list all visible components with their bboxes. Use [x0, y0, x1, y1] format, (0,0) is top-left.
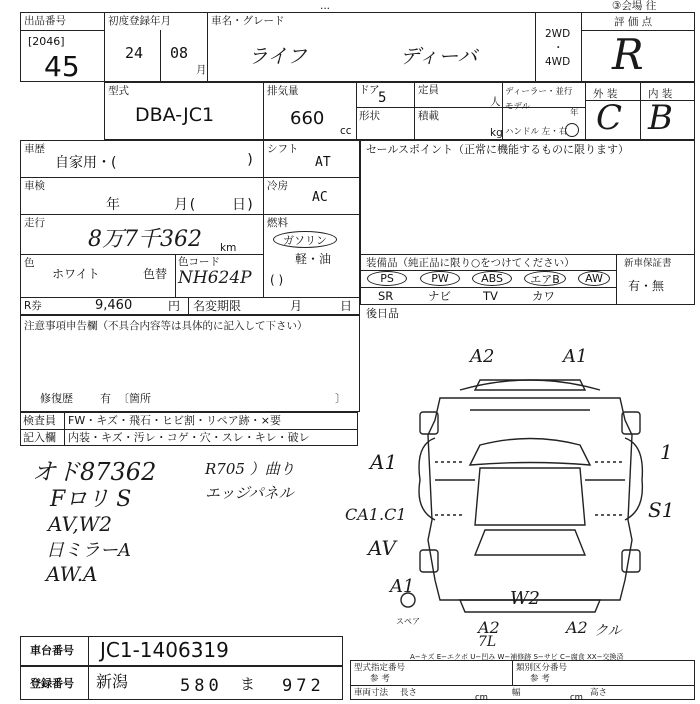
- dealer-label: ディーラー・並行: [505, 87, 573, 97]
- equipment-airbag: エアB: [524, 271, 566, 286]
- doors: 5: [378, 90, 387, 106]
- equipment-navi: ナビ: [428, 289, 451, 303]
- equipment-aw: AW: [578, 271, 610, 286]
- day-label2: 日: [340, 299, 353, 313]
- color: ホワイト: [52, 267, 100, 281]
- lot-number: 45: [44, 50, 80, 83]
- reg-month: 08: [170, 44, 189, 62]
- color-label: 色: [24, 257, 35, 269]
- cm-2: cm: [570, 693, 583, 703]
- model-code: DBA-JC1: [135, 104, 215, 126]
- cc-unit: cc: [340, 125, 352, 137]
- interior-grade: B: [648, 98, 673, 138]
- year-char: 年: [106, 197, 120, 213]
- door-label: ドア: [359, 84, 380, 96]
- width-label: 幅: [512, 688, 521, 698]
- hw-note-right1: R705 ）曲り: [205, 460, 295, 478]
- chassis-number: JC1-1406319: [100, 638, 229, 662]
- map-kuruma: クル: [594, 623, 622, 639]
- map-a1-left: A1: [370, 450, 398, 474]
- hw-line2: Fロリ S: [50, 487, 132, 512]
- exterior-label: 外 装: [593, 88, 618, 100]
- map-a2-bottom: A2: [478, 618, 500, 637]
- chassis-label: 車台番号: [30, 644, 74, 657]
- top-partial-text: ...: [320, 0, 331, 12]
- repair-label: 修復歴: [40, 392, 73, 405]
- damage-legend: A−キズ E−エクボ U−凹み W−補修跡 S−サビ C−腐食 XX−交換済: [410, 653, 624, 661]
- equipment-abs: ABS: [472, 271, 512, 286]
- writer-items: 内装・キズ・汚レ・コゲ・穴・スレ・キレ・破レ: [68, 431, 310, 444]
- person-unit: 人: [490, 96, 501, 108]
- height-label: 高さ: [590, 688, 608, 698]
- equipment-leather: カワ: [532, 289, 555, 303]
- reg-year: 24: [125, 44, 144, 62]
- km-unit: km: [220, 242, 237, 254]
- map-a1-top: A1: [563, 346, 588, 367]
- fuel-diesel: 軽・油: [295, 252, 332, 266]
- color-code: NH624P: [178, 268, 252, 288]
- ac-label: 冷房: [267, 180, 288, 192]
- exterior-grade: C: [596, 98, 623, 138]
- ownership-label: 名変期限: [193, 299, 242, 313]
- year-unit: 年: [570, 108, 579, 118]
- length-label: 長さ: [400, 688, 418, 698]
- drive-2wd: 2WD: [545, 28, 571, 40]
- model-label: 型式: [108, 85, 129, 97]
- repair-place: 〔箇所: [118, 392, 151, 405]
- equipment-ps: PS: [367, 271, 407, 286]
- kg-unit: kg: [490, 127, 503, 139]
- hw-line1: オド87362: [32, 458, 157, 486]
- map-s1: S1: [648, 498, 675, 522]
- month-label2: 月: [290, 299, 303, 313]
- venue-partial: ③会場 往: [612, 0, 657, 12]
- mileage: 8万7千362: [88, 227, 202, 252]
- plate-kana: ま: [240, 675, 256, 693]
- plate-number: 972: [282, 676, 325, 696]
- map-w2: W2: [510, 588, 540, 609]
- map-ca1c1: CA1.C1: [345, 505, 407, 524]
- handle-right-circle: [565, 123, 579, 137]
- usage: 自家用・(: [55, 155, 117, 171]
- spare-label: スペア: [396, 617, 420, 626]
- name-grade-label: 車名・グレード: [211, 15, 285, 27]
- month-char: 月(: [174, 197, 197, 213]
- hw-line4: 日ミラーA: [46, 540, 131, 561]
- eval-label: 評 価 点: [614, 16, 653, 28]
- reference-1: 参 考: [370, 674, 390, 684]
- lot-code: [2046]: [28, 35, 65, 48]
- hw-note-right2: エッジパネル: [205, 484, 294, 502]
- load-label: 積載: [418, 110, 439, 122]
- handle-label: ハンドル 左・右: [505, 127, 568, 137]
- equipment-tv: TV: [483, 289, 498, 303]
- color-code-label: 色コード: [178, 256, 220, 268]
- aftermarket-label: 後日品: [366, 307, 399, 320]
- mileage-label: 走行: [24, 217, 45, 229]
- fuel-paren: ( ): [270, 273, 284, 287]
- map-av: AV: [368, 536, 396, 560]
- shift-label: シフト: [267, 143, 299, 155]
- recycle-label: R券: [24, 300, 42, 312]
- displacement: 660: [290, 108, 325, 129]
- recycle-amount: 9,460: [95, 298, 133, 313]
- capacity-label: 定員: [418, 84, 439, 96]
- map-a1-bottom: A1: [390, 576, 415, 597]
- equipment-pw: PW: [420, 271, 460, 286]
- month-unit: 月: [196, 64, 207, 76]
- ac: AC: [312, 190, 328, 205]
- displacement-label: 排気量: [267, 85, 299, 97]
- interior-label: 内 装: [648, 88, 673, 100]
- history-label: 車歴: [24, 143, 45, 155]
- usage-close: ): [246, 152, 255, 168]
- cm-1: cm: [475, 693, 488, 703]
- car-name: ライフ: [248, 44, 307, 68]
- plate-class: 580: [180, 676, 223, 696]
- inspector-items: FW・キズ・飛石・ヒビ割・リペア跡・×要: [68, 414, 281, 427]
- day-char: 日): [232, 197, 255, 213]
- warranty-value: 有・無: [628, 279, 665, 293]
- drive-dot: ・: [553, 42, 564, 54]
- lot-label: 出品番号: [24, 15, 66, 27]
- category-label: 類別区分番号: [516, 663, 568, 673]
- car-damage-diagram: [380, 350, 700, 620]
- fuel-gas: ガソリン: [283, 233, 327, 247]
- repaint-label: 色替: [143, 267, 168, 281]
- fuel-label: 燃料: [267, 217, 288, 229]
- equipment-label: 装備品（純正品に限り○をつけてください）: [366, 257, 575, 269]
- drive-4wd: 4WD: [545, 56, 571, 68]
- fuel-gas-circle: [273, 231, 337, 248]
- first-reg-label: 初度登録年月: [108, 15, 171, 27]
- writer-label: 記入欄: [23, 431, 56, 444]
- inspection-label: 車検: [24, 180, 45, 192]
- inspector-label: 検査員: [23, 414, 56, 427]
- hw-line3: AV,W2: [48, 512, 113, 536]
- grade: ディーバ: [400, 44, 478, 68]
- map-a2-right: A2: [566, 618, 588, 637]
- dims-label: 車両寸法: [354, 688, 389, 698]
- repair-value: 有: [100, 392, 111, 405]
- notes-label: 注意事項申告欄（不具合内容等は具体的に記入して下さい）: [24, 320, 308, 332]
- plate-label: 登録番号: [30, 677, 74, 690]
- map-a2-top: A2: [470, 346, 495, 367]
- hw-line5: AW.A: [46, 562, 98, 586]
- new-warranty-label: 新車保証書: [624, 258, 672, 269]
- plate-region: 新潟: [96, 672, 129, 691]
- model-year-label: モデル: [505, 102, 531, 112]
- sales-point-label: セールスポイント（正常に機能するものに限ります）: [366, 143, 630, 156]
- yen-unit: 円: [168, 299, 181, 313]
- map-1-right: 1: [660, 440, 673, 464]
- shift: AT: [315, 155, 331, 170]
- equipment-sr: SR: [378, 289, 394, 303]
- map-7l: 7L: [478, 634, 497, 650]
- shape-label: 形状: [359, 110, 380, 122]
- eval-score: R: [612, 30, 644, 79]
- model-cert-label: 型式指定番号: [354, 663, 406, 673]
- reference-2: 参 考: [530, 674, 550, 684]
- repair-close: 〕: [335, 392, 346, 405]
